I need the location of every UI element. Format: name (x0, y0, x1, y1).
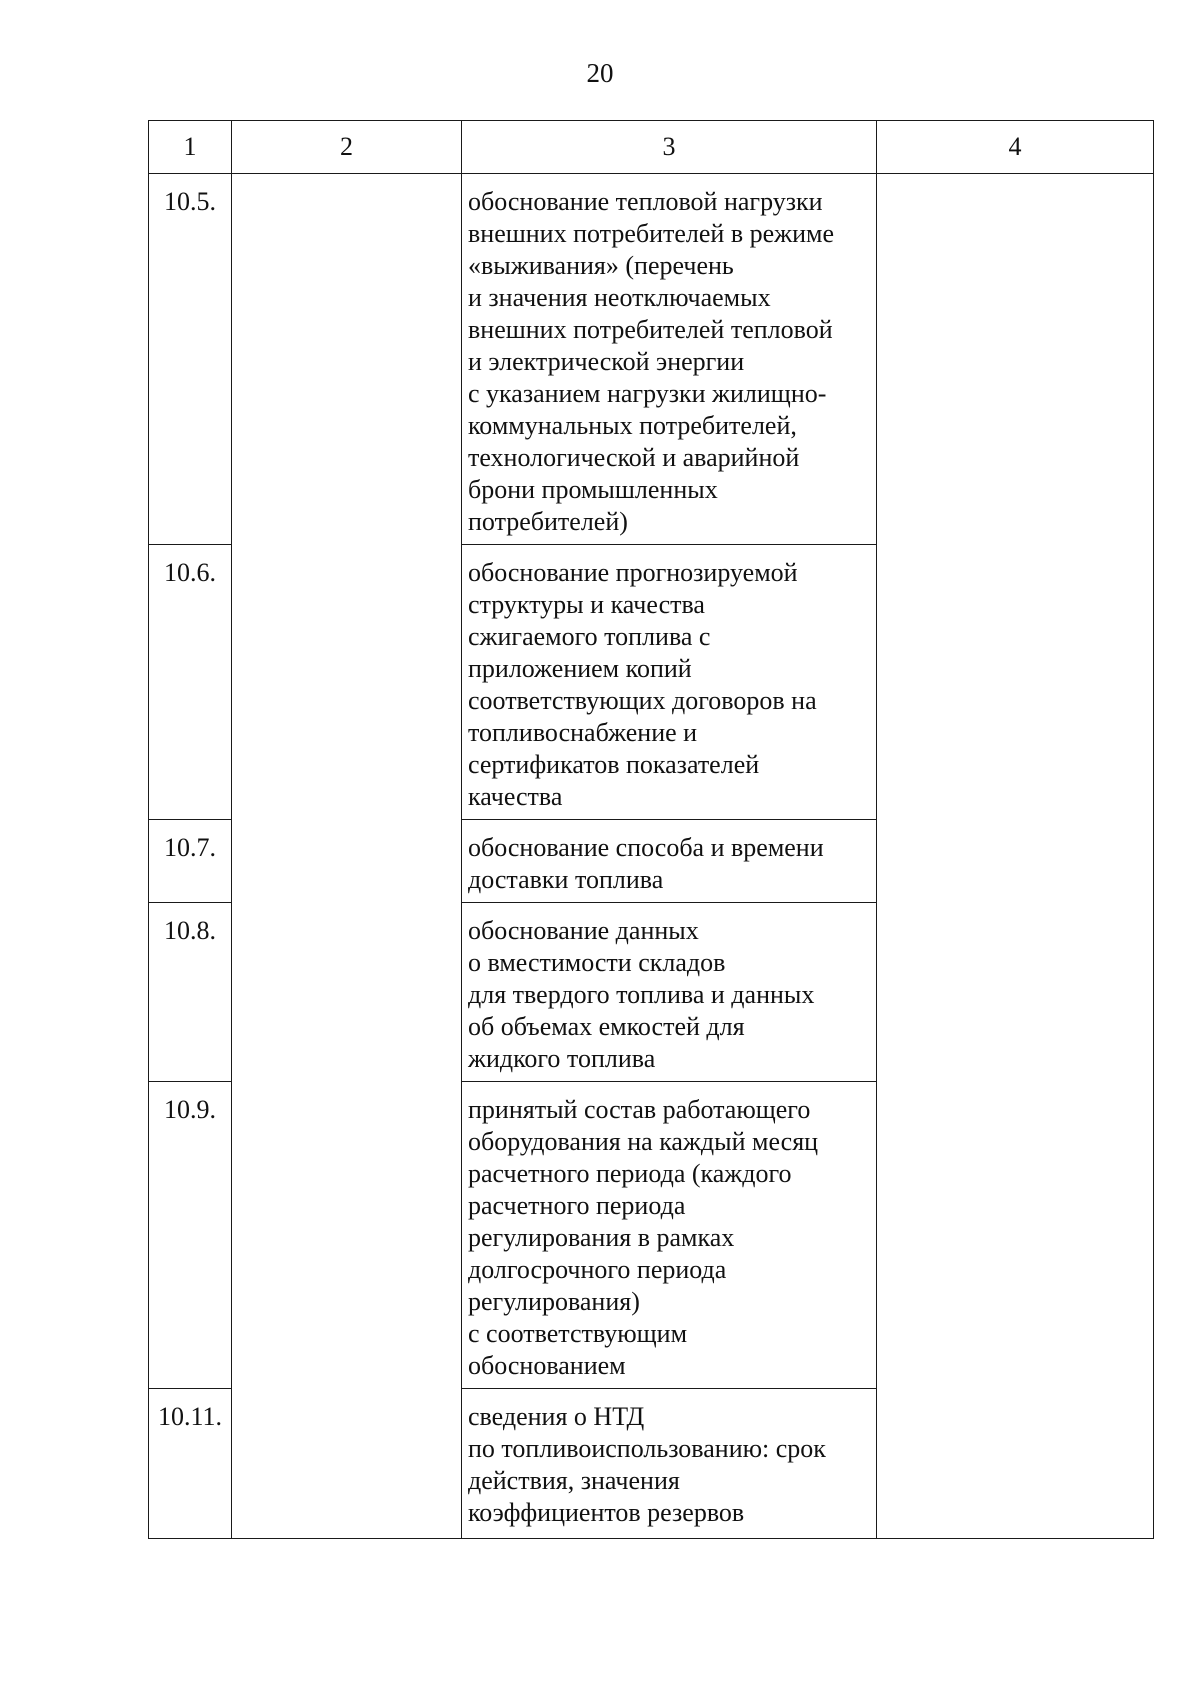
row-number: 10.11. (149, 1389, 232, 1539)
row-description (462, 545, 877, 820)
row-description-text: обоснование тепловой нагрузки внешних потребителей в режиме «выживания» (перечень и значения неотключаемых внешних потребителей тепловой и электрической энергии с указанием нагрузки жилищно- коммунальных потребителей, технологической и аварийной брони промышленных потребителей) (468, 187, 835, 536)
column-header-4: 4 (877, 121, 1154, 174)
column-header-1: 1 (149, 121, 232, 174)
row-description-text: обоснование прогнозируемой структуры и качества сжигаемого топлива с приложением копий соответствующих договоров на топливоснабжение и сертификатов показателей качества (468, 558, 817, 811)
row-description (462, 820, 877, 903)
row-description (462, 1389, 877, 1539)
requirements-table (148, 120, 1154, 1539)
row-number: 10.7. (149, 820, 232, 903)
row-description-text: обоснование способа и времени доставки топлива (468, 833, 824, 894)
row-number: 10.6. (149, 545, 232, 820)
page-number: 20 (586, 58, 614, 88)
column-4-merged-cell (877, 174, 1154, 1539)
column-header-3: 3 (462, 121, 877, 174)
row-description-text: сведения о НТД по топливоиспользованию: срок действия, значения коэффициентов резервов (468, 1402, 826, 1527)
row-description-text: обоснование данных о вместимости складов для твердого топлива и данных об объемах емкостей для жидкого топлива (468, 916, 815, 1073)
row-description (462, 1082, 877, 1389)
table-header-row (149, 121, 1154, 174)
table-row (149, 174, 1154, 545)
row-description (462, 174, 877, 545)
row-number: 10.9. (149, 1082, 232, 1389)
row-number: 10.8. (149, 903, 232, 1082)
column-2-merged-cell (232, 174, 462, 1539)
column-header-2: 2 (232, 121, 462, 174)
row-description-text: принятый состав работающего оборудования на каждый месяц расчетного периода (каждого расчетного периода регулирования в рамках долгосрочного периода регулирования) с соответствующим обоснованием (468, 1095, 819, 1380)
row-number: 10.5. (149, 174, 232, 545)
row-description (462, 903, 877, 1082)
